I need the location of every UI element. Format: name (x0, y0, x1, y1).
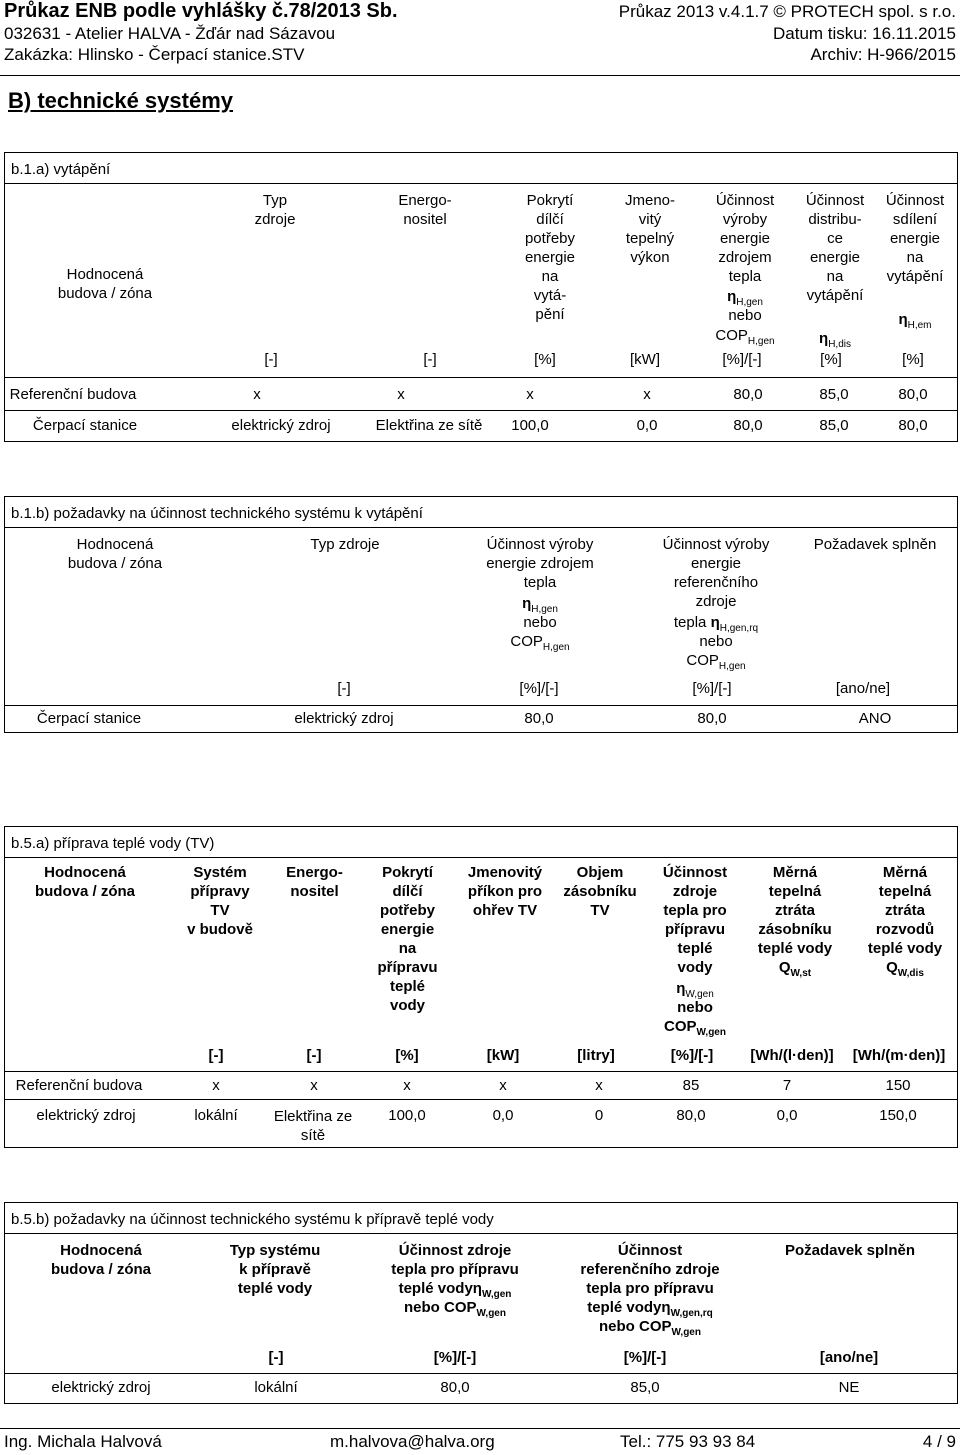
cell-value: 150 (885, 1077, 911, 1094)
cop-label: COP (715, 327, 748, 344)
eta-symbol: η (472, 1280, 482, 1297)
cell-zone: Referenční budova (15, 1077, 143, 1094)
cell-value: 7 (782, 1077, 792, 1094)
col-header-volume: Objem zásobníku TV (563, 864, 637, 919)
table-b5b-title: b.5.b) požadavky na účinnost technického systému k přípravě teplé vody (11, 1211, 494, 1228)
table-b1b (4, 496, 958, 733)
unit-cell: [Wh/(l·den)] (750, 1047, 834, 1064)
unit-cell: [%] (395, 1047, 419, 1064)
footer-email[interactable]: m.halvova@halva.org (330, 1432, 495, 1451)
unit-cell: [kW] (630, 351, 660, 368)
units-row (5, 1349, 957, 1369)
unit-cell: [litry] (577, 1047, 615, 1064)
cell-value: 80,0 (898, 417, 928, 434)
unit-cell: [%]/[-] (519, 680, 559, 697)
doc-author: 032631 - Atelier HALVA - Žďár nad Sázavou (4, 24, 336, 43)
nebo-label: nebo (599, 1318, 635, 1335)
eta-subscript: W,gen (685, 989, 714, 1000)
cop-subscript: W,gen (671, 1327, 701, 1338)
cell-zone: Čerpací stanice (32, 417, 138, 434)
cell-value: elektrický zdroj (231, 417, 331, 434)
q-subscript: W,st (790, 968, 812, 979)
unit-cell: [-] (268, 1349, 284, 1366)
cell-value: x (403, 1077, 411, 1094)
unit-cell: [%]/[-] (623, 1349, 667, 1366)
header-divider (0, 75, 960, 76)
cop-h-gen (695, 326, 795, 351)
doc-software: Průkaz 2013 v.4.1.7 © PROTECH spol. s r.o. (618, 2, 956, 21)
table-row (5, 1077, 957, 1097)
cell-value: Elektřina ze sítě (375, 417, 483, 434)
divider (5, 377, 957, 378)
col-header-power: Jmeno- vitý tepelný výkon (624, 192, 676, 266)
col-header-gen-efficiency: Účinnost zdroje tepla pro přípravu (391, 1242, 519, 1278)
cop-h-gen (465, 632, 615, 657)
nebo-label: nebo (728, 307, 762, 324)
cop-label: COP (686, 652, 719, 669)
unit-cell: [-] (208, 1047, 224, 1064)
cell-value: lokální (254, 1379, 298, 1396)
cell-value: 0,0 (492, 1107, 514, 1124)
cell-value: x (310, 1077, 318, 1094)
doc-archive: Archiv: H-966/2015 (810, 45, 956, 64)
col-header-gen-efficiency: Účinnost výroby energie zdrojem tepla (715, 192, 775, 285)
unit-cell: [ano/ne] (835, 680, 891, 697)
table-b5a (4, 826, 958, 1148)
col-header-zone: Hodnocená budova / zóna (34, 864, 135, 900)
divider (5, 1373, 957, 1374)
cell-value: 85 (682, 1077, 700, 1094)
unit-cell: [%]/[-] (722, 351, 762, 368)
nebo-label: nebo (677, 999, 713, 1016)
cell-value: 85,0 (819, 386, 849, 403)
eta-symbol: η (661, 1299, 671, 1316)
divider (5, 1233, 957, 1234)
doc-project: Zakázka: Hlinsko - Čerpací stanice.STV (4, 45, 305, 64)
col-header-system: Typ systému k přípravě teplé vody (229, 1242, 321, 1297)
col-header-system: Systém přípravy TV v budově (187, 864, 253, 938)
unit-cell: [kW] (486, 1047, 520, 1064)
cell-value: x (595, 1077, 603, 1094)
footer-phone: Tel.: 775 93 93 84 (620, 1432, 756, 1451)
footer-divider (0, 1428, 960, 1429)
unit-cell: [ano/ne] (819, 1349, 879, 1366)
footer-name: Ing. Michala Halvová (4, 1432, 162, 1451)
divider (5, 183, 957, 184)
unit-cell: [Wh/(m·den)] (852, 1047, 946, 1064)
tepla-label: tepla (673, 614, 707, 631)
cell-value: x (526, 386, 534, 403)
table-b5a-title: b.5.a) příprava teplé vody (TV) (11, 835, 215, 852)
unit-cell: [%] (820, 351, 842, 368)
eta-symbol: η (898, 311, 908, 328)
table-b1a (4, 152, 958, 442)
cop-w-gen (565, 1317, 735, 1342)
doc-title: Průkaz ENB podle vyhlášky č.78/2013 Sb. (4, 0, 398, 22)
cell-zone: elektrický zdroj (51, 1379, 151, 1396)
section-title: B) technické systémy (8, 88, 233, 113)
divider (5, 527, 957, 528)
unit-cell: [%] (902, 351, 924, 368)
cell-value: 85,0 (630, 1379, 660, 1396)
eta-subscript: H,gen,rq (719, 623, 759, 634)
cell-value: 80,0 (524, 710, 554, 727)
cell-value: ANO (858, 710, 892, 727)
cell-value: 80,0 (733, 417, 763, 434)
units-row (5, 1047, 957, 1067)
cop-subscript: W,gen (696, 1027, 726, 1038)
divider (5, 857, 957, 858)
cell-zone: Čerpací stanice (36, 710, 142, 727)
eta-symbol: η (676, 980, 686, 997)
unit-cell: [-] (423, 351, 437, 368)
table-row (5, 1379, 957, 1399)
cell-value: 0,0 (776, 1107, 798, 1124)
table-b5b (4, 1202, 958, 1404)
unit-cell: [%]/[-] (670, 1047, 714, 1064)
cop-label: COP (639, 1318, 672, 1335)
cell-zone: Referenční budova (9, 386, 137, 403)
cell-value: Elektřina ze sítě (273, 1108, 353, 1144)
table-row (5, 1107, 957, 1147)
divider (5, 1099, 957, 1100)
page-number: 4 / 9 (922, 1432, 956, 1451)
cell-value: 80,0 (733, 386, 763, 403)
col-header-zone: Hodnocená budova / zóna (50, 1242, 151, 1278)
cop-w-gen (645, 1017, 745, 1042)
col-header-energy-carrier: Energo- nositel (398, 192, 452, 228)
q-w-st (740, 958, 850, 983)
col-header-coverage: Pokrytí dílčí potřeby energie na přípravu teplé vody (377, 864, 438, 1014)
col-header-gen-efficiency: Účinnost zdroje tepla pro přípravu teplé vody (662, 864, 728, 976)
col-header-storage-loss: Měrná tepelná ztráta zásobníku teplé vody (757, 864, 833, 957)
eta-symbol: η (819, 330, 829, 347)
cell-value: 80,0 (440, 1379, 470, 1396)
col-header-power: Jmenovitý příkon pro ohřev TV (467, 864, 543, 919)
eta-subscript: H,dis (828, 339, 851, 350)
table-b1a-title: b.1.a) vytápění (11, 161, 111, 178)
unit-cell: [-] (306, 1047, 322, 1064)
unit-cell: [%]/[-] (433, 1349, 477, 1366)
nebo-label: nebo (404, 1299, 440, 1316)
table-row (5, 386, 957, 406)
col-header-emit-efficiency: Účinnost sdílení energie na vytápění (885, 192, 945, 285)
col-header-zone: Hodnocená budova / zóna (57, 266, 153, 302)
units-row (5, 680, 957, 700)
unit-cell: [%] (534, 351, 556, 368)
col-header-source-type: Typ zdroje (254, 192, 296, 228)
q-w-dis (850, 958, 960, 983)
cell-value: 150,0 (879, 1107, 917, 1124)
cop-h-gen (641, 651, 791, 676)
eta-subscript: W,gen (481, 1289, 512, 1300)
cell-value: x (397, 386, 405, 403)
cop-subscript: W,gen (476, 1308, 506, 1319)
divider (5, 410, 957, 411)
eta-symbol: η (727, 288, 737, 305)
cell-value: 80,0 (697, 710, 727, 727)
eta-subscript: H,gen (531, 604, 558, 615)
table-row (5, 710, 957, 730)
q-subscript: W,dis (897, 968, 924, 979)
eta-subscript: H,em (907, 320, 932, 331)
table-b1b-title: b.1.b) požadavky na účinnost technického systému k vytápění (11, 505, 423, 522)
cell-value: x (643, 386, 651, 403)
col-header-dist-loss: Měrná tepelná ztráta rozvodů teplé vody (867, 864, 943, 957)
divider (5, 705, 957, 706)
cell-value: 85,0 (819, 417, 849, 434)
col-header-zone: Hodnocená budova / zóna (67, 536, 163, 572)
teple-vody-label: teplé vody (398, 1280, 473, 1297)
divider (5, 1071, 957, 1072)
cell-value: lokální (194, 1107, 238, 1124)
unit-cell: [-] (337, 680, 351, 697)
eta-h-em (870, 310, 960, 335)
cop-label: COP (510, 633, 543, 650)
cell-value: 0,0 (636, 417, 658, 434)
teple-vody-label: teplé vody (587, 1299, 662, 1316)
col-header-requirement: Požadavek splněn (813, 536, 937, 553)
cell-value: x (499, 1077, 507, 1094)
col-header-energy-carrier: Energo- nositel (286, 864, 343, 900)
eta-subscript: W,gen,rq (670, 1308, 713, 1319)
cell-value: NE (838, 1379, 860, 1396)
eta-subscript: H,gen (736, 297, 763, 308)
table-row (5, 417, 957, 437)
cop-subscript: H,gen (542, 642, 570, 653)
col-header-ref-efficiency: Účinnost referenčního zdroje tepla pro přípravu (580, 1242, 720, 1297)
cell-zone: elektrický zdroj (36, 1107, 136, 1124)
cell-value: 100,0 (511, 417, 549, 434)
cell-value: x (253, 386, 261, 403)
eta-symbol: η (522, 595, 532, 612)
cell-value: 80,0 (898, 386, 928, 403)
cop-label: COP (444, 1299, 477, 1316)
cop-subscript: H,gen (747, 336, 775, 347)
cell-value: x (212, 1077, 220, 1094)
cell-value: 0 (594, 1107, 604, 1124)
nebo-label: nebo (523, 614, 557, 631)
unit-cell: [-] (264, 351, 278, 368)
cop-subscript: H,gen (718, 661, 746, 672)
col-header-ref-efficiency: Účinnost výroby energie referenčního zdroje (662, 536, 770, 610)
col-header-coverage: Pokrytí dílčí potřeby energie na vytá- pění (524, 192, 576, 323)
units-row (5, 351, 957, 371)
col-header-source-type: Typ zdroje (310, 536, 380, 553)
unit-cell: [%]/[-] (692, 680, 732, 697)
doc-print-date: Datum tisku: 16.11.2015 (772, 24, 956, 43)
cell-value: 100,0 (388, 1107, 426, 1124)
nebo-label: nebo (699, 633, 733, 650)
q-label: Q (778, 959, 791, 976)
col-header-dist-efficiency: Účinnost distribu- ce energie na vytápění (805, 192, 865, 304)
cell-value: elektrický zdroj (294, 710, 394, 727)
eta-symbol: η (710, 614, 720, 631)
col-header-requirement: Požadavek splněn (784, 1242, 916, 1259)
cop-w-gen (375, 1298, 535, 1323)
col-header-gen-efficiency: Účinnost výroby energie zdrojem tepla (486, 536, 594, 591)
cell-value: 80,0 (676, 1107, 706, 1124)
q-label: Q (886, 959, 898, 976)
cop-label: COP (664, 1018, 697, 1035)
